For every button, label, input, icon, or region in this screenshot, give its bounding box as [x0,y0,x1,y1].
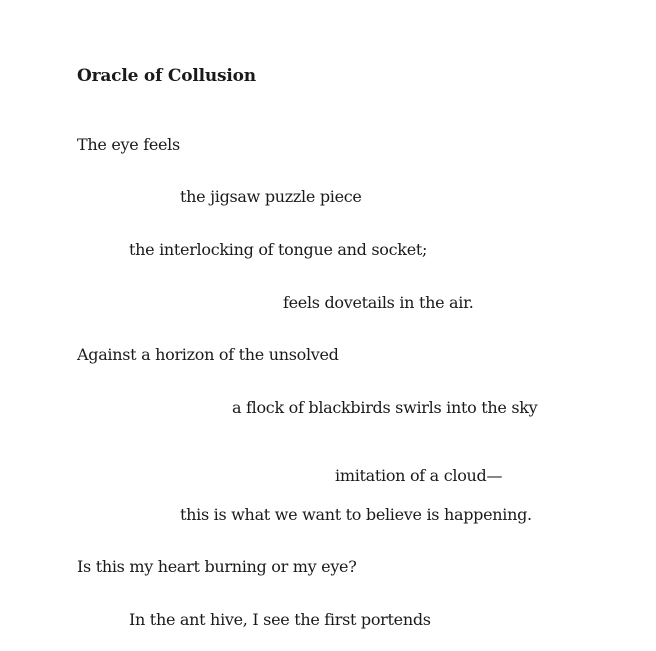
poem-line: this is what we want to believe is happening. [180,505,532,524]
poem-line: a flock of blackbirds swirls into the sky [232,398,538,417]
poem-title: Oracle of Collusion [77,66,256,86]
poem-line: The eye feels [77,135,180,154]
poem-line: Against a horizon of the unsolved [77,345,339,364]
poem-line: feels dovetails in the air. [283,293,474,312]
poem-line: In the ant hive, I see the first portends [129,610,431,629]
poem-line: Is this my heart burning or my eye? [77,557,357,576]
poem-line: the interlocking of tongue and socket; [129,240,428,259]
poem-line: imitation of a cloud— [335,466,503,485]
poem-line: the jigsaw puzzle piece [180,187,362,206]
